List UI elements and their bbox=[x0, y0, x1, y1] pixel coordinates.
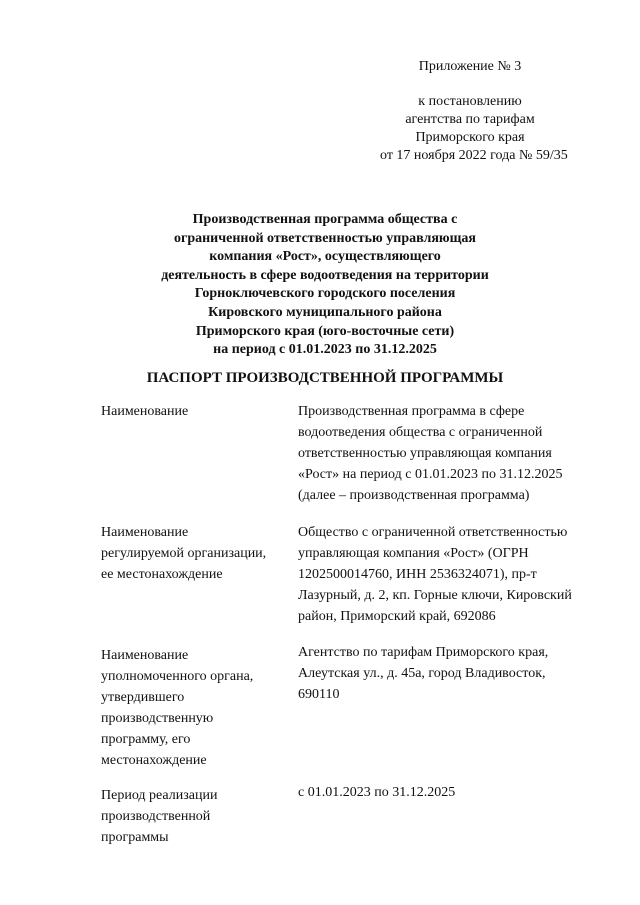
row-value-line: ответственностью управляющая компания bbox=[298, 446, 552, 461]
program-title-line: ограниченной ответственностью управляющая bbox=[173, 230, 477, 246]
row-label-name bbox=[101, 401, 286, 422]
row-label-organization bbox=[101, 522, 286, 585]
row-value-organization bbox=[298, 522, 598, 627]
row-label-line: Наименование bbox=[101, 648, 189, 663]
row-value-line: Производственная программа в сфере bbox=[298, 404, 525, 419]
row-value-line: 1202500014760, ИНН 2536324071), пр-т bbox=[298, 567, 537, 582]
passport-heading: ПАСПОРТ ПРОИЗВОДСТВЕННОЙ ПРОГРАММЫ bbox=[146, 370, 504, 386]
row-label-line: Наименование bbox=[101, 525, 189, 540]
program-title-line: Производственная программа общества с bbox=[192, 212, 458, 227]
row-label-line: производственную bbox=[101, 711, 214, 726]
row-value-line: Общество с ограниченной ответственностью bbox=[298, 525, 568, 540]
row-value-authority bbox=[298, 642, 598, 705]
program-title-line: на период с 01.01.2023 по 31.12.2025 bbox=[213, 342, 437, 358]
row-label-line: регулируемой организации, bbox=[101, 546, 267, 561]
row-value-line: «Рост» на период с 01.01.2023 по 31.12.2025 bbox=[298, 467, 563, 482]
row-value-line: 690110 bbox=[298, 687, 340, 702]
appendix-title: Приложение № 3 bbox=[418, 59, 522, 74]
row-value-name bbox=[298, 401, 598, 506]
program-title-line: деятельность в сфере водоотведения на территории bbox=[161, 267, 489, 283]
program-title-line: Горноключевского городского поселения bbox=[194, 286, 456, 302]
row-label-line: производственной bbox=[101, 809, 211, 824]
appendix-block bbox=[380, 58, 568, 165]
program-title bbox=[110, 211, 540, 360]
row-label-line: Период реализации bbox=[101, 788, 218, 803]
row-label-line: местонахождение bbox=[101, 753, 207, 768]
row-value-period bbox=[298, 782, 598, 803]
program-title-line: Кировского муниципального района bbox=[208, 304, 442, 320]
row-label-line: утвердившего bbox=[101, 690, 185, 705]
row-value-line: Агентство по тарифам Приморского края, bbox=[298, 645, 549, 660]
appendix-line: к постановлению bbox=[418, 94, 522, 109]
row-label-line: Наименование bbox=[101, 404, 189, 419]
row-label-line: программы bbox=[101, 830, 169, 845]
appendix-line: от 17 ноября 2022 года № 59/35 bbox=[380, 148, 568, 163]
row-label-line: программу, его bbox=[101, 732, 191, 747]
row-value-line: (далее – производственная программа) bbox=[298, 488, 530, 503]
row-label-line: уполномоченного органа, bbox=[101, 669, 254, 684]
row-value-line: управляющая компания «Рост» (ОГРН bbox=[298, 546, 529, 561]
row-label-line: ее местонахождение bbox=[101, 567, 223, 582]
row-value-line: Алеутская ул., д. 45а, город Владивосток, bbox=[298, 666, 546, 681]
row-label-authority bbox=[101, 645, 286, 771]
row-value-line: Лазурный, д. 2, кп. Горные ключи, Кировский bbox=[298, 588, 572, 603]
program-title-line: компания «Рост», осуществляющего bbox=[209, 249, 441, 265]
appendix-line: агентства по тарифам bbox=[405, 112, 535, 127]
appendix-line: Приморского края bbox=[415, 130, 525, 145]
program-title-line: Приморского края (юго-восточные сети) bbox=[195, 323, 455, 339]
row-value-line: с 01.01.2023 по 31.12.2025 bbox=[298, 785, 456, 800]
row-value-line: водоотведения общества с ограниченной bbox=[298, 425, 543, 440]
row-value-line: район, Приморский край, 692086 bbox=[298, 609, 496, 624]
row-label-period bbox=[101, 785, 286, 848]
